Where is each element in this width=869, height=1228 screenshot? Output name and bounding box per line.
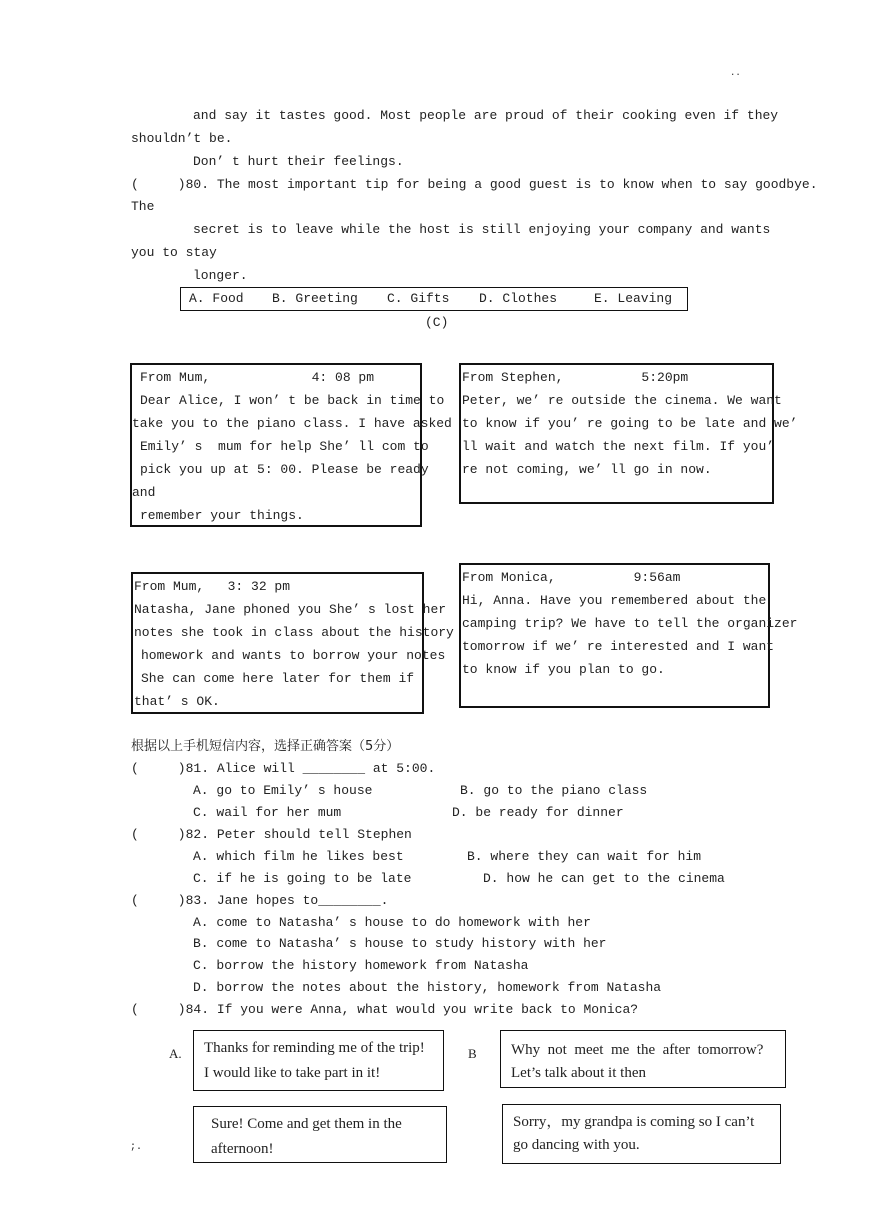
message-line: ll wait and watch the next film. If you’ [462, 439, 775, 454]
question-83: ( )83. Jane hopes to________. [131, 893, 389, 908]
answer-label-b: B [468, 1046, 477, 1061]
message-line: take you to the piano class. I have asked [132, 416, 452, 431]
option-82a: A. which film he likes best [193, 849, 404, 864]
option-83b: B. come to Natasha’ s house to study history with her [193, 936, 607, 951]
option-82b: B. where they can wait for him [467, 849, 702, 864]
option-b: B. Greeting [272, 291, 358, 306]
option-c: C. Gifts [387, 291, 450, 306]
option-81d: D. be ready for dinner [452, 805, 624, 820]
passage-line: shouldn’t be. [131, 131, 233, 146]
answer-text: Sorry，my grandpa is coming so I can’t [513, 1114, 755, 1130]
answer-text: I would like to take part in it! [204, 1065, 381, 1081]
message-box-stephen [459, 363, 798, 504]
message-line: notes she took in class about the history [134, 625, 454, 640]
answer-text: go dancing with you. [513, 1137, 640, 1153]
question-80: ( )80. The most important tip for being a good guest is to know when to say goodbye. [131, 177, 818, 192]
message-line: She can come here later for them if [141, 671, 415, 686]
option-81c: C. wail for her mum [193, 805, 342, 820]
option-e: E. Leaving [594, 291, 673, 306]
message-line: Hi, Anna. Have you remembered about the [462, 593, 767, 608]
option-81b: B. go to the piano class [460, 783, 648, 798]
question-81: ( )81. Alice will ________ at 5:00. [131, 761, 436, 776]
options-box [180, 287, 688, 311]
answer-box-d [502, 1104, 781, 1164]
option-81a: A. go to Emily’ s house [193, 783, 373, 798]
passage-line: you to stay [131, 245, 217, 260]
question-84: ( )84. If you were Anna, what would you write back to Monica? [131, 1002, 639, 1017]
answer-text: Let’s talk about it then [511, 1065, 646, 1081]
section-heading: (C) [425, 315, 449, 330]
message-line: and [132, 485, 156, 500]
message-line: tomorrow if we’ re interested and I want [462, 639, 775, 654]
message-line: re not coming, we’ ll go in now. [462, 462, 712, 477]
message-header: From Mum, 3: 32 pm [134, 579, 291, 594]
message-box-mum-natasha [131, 572, 454, 714]
answer-box-b [500, 1030, 786, 1088]
message-header: From Monica, 9:56am [462, 570, 681, 585]
message-header: From Stephen, 5:20pm [462, 370, 689, 385]
option-a: A. Food [189, 291, 244, 306]
passage-line: The [131, 199, 155, 214]
footer-mark: ;. [130, 1142, 143, 1153]
corner-mark: .. [730, 68, 741, 78]
message-box-monica [459, 563, 798, 708]
message-line: camping trip? We have to tell the organizer [462, 616, 798, 631]
answer-text: Thanks for reminding me of the trip! [204, 1040, 425, 1056]
option-82c: C. if he is going to be late [193, 871, 412, 886]
message-box-mum-alice [130, 363, 452, 527]
message-line: to know if you’ re going to be late and we’ [462, 416, 798, 431]
answer-box-a [193, 1030, 444, 1091]
passage-line: and say it tastes good. Most people are proud of their cooking even if they [193, 108, 779, 123]
answer-text: Why not meet me the after tomorrow? [511, 1042, 764, 1058]
answer-label-a: A. [169, 1046, 182, 1061]
message-line: Emily’ s mum for help She’ ll com to [140, 439, 429, 454]
option-82d: D. how he can get to the cinema [483, 871, 725, 886]
passage-line: Don’ t hurt their feelings. [193, 154, 404, 169]
message-line: pick you up at 5: 00. Please be ready [140, 462, 429, 477]
question-82: ( )82. Peter should tell Stephen [131, 827, 412, 842]
message-line: that’ s OK. [134, 694, 220, 709]
message-line: Peter, we’ re outside the cinema. We want [462, 393, 782, 408]
option-83c: C. borrow the history homework from Natasha [193, 958, 529, 973]
answer-text: Sure! Come and get them in the [211, 1116, 402, 1132]
answer-text: afternoon! [211, 1141, 274, 1157]
message-line: to know if you plan to go. [462, 662, 665, 677]
message-line: remember your things. [140, 508, 304, 523]
answer-box-c [193, 1106, 447, 1163]
instruction: 根据以上手机短信内容，选择正确答案（5分） [131, 739, 400, 754]
option-83d: D. borrow the notes about the history, homework from Natasha [193, 980, 662, 995]
message-header: From Mum, 4: 08 pm [140, 370, 375, 385]
passage-line: longer. [193, 268, 248, 283]
message-line: Natasha, Jane phoned you She’ s lost her [134, 602, 447, 617]
message-line: Dear Alice, I won’ t be back in time to [140, 393, 445, 408]
message-line: homework and wants to borrow your notes [141, 648, 446, 663]
option-d: D. Clothes [479, 291, 558, 306]
option-83a: A. come to Natasha’ s house to do homework with her [193, 915, 591, 930]
passage-line: secret is to leave while the host is still enjoying your company and wants [193, 222, 771, 237]
